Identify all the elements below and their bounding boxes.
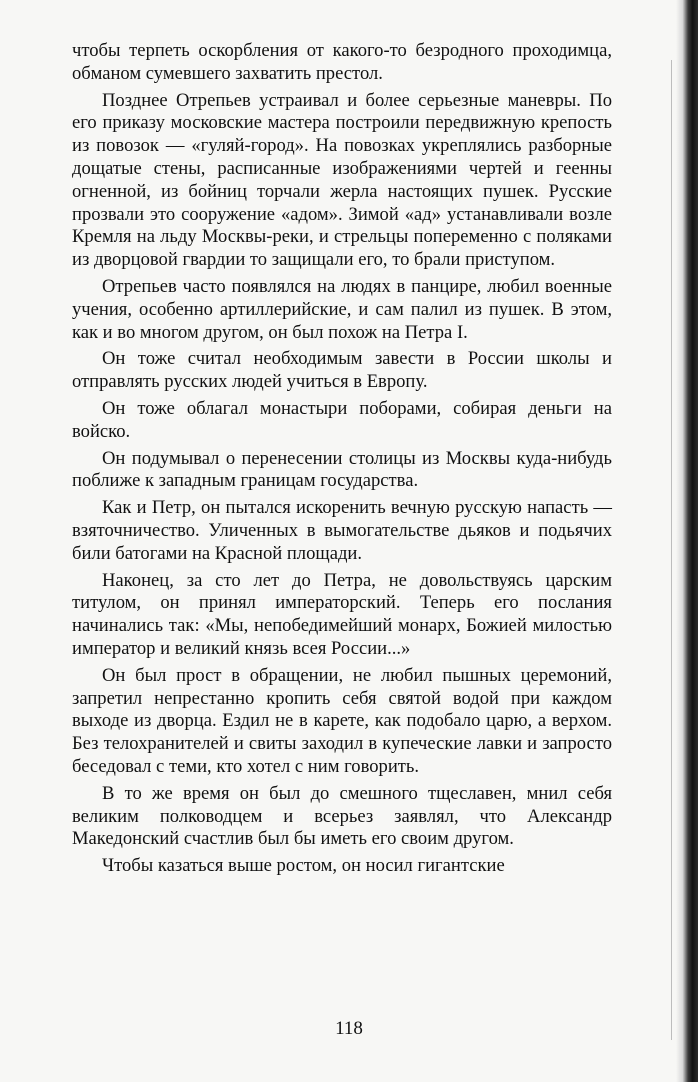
book-binding-edge (676, 0, 698, 1082)
paragraph: Как и Петр, он пытался искоренить вечную русскую напасть — взяточничество. Уличенных в вымогательстве дьяков и подьячих били батогами на Красной площади. (72, 497, 612, 564)
paragraph: Чтобы казаться выше ростом, он носил гигантские (102, 855, 505, 877)
paragraph: Он тоже считал необходимым завести в России школы и отправлять русских людей учиться в Европу. (72, 348, 612, 393)
paragraph: Позднее Отрепьев устраивал и более серьезные маневры. По его приказу московские мастера построили передвижную крепость из повозок — «гуляй-город». На повозках укреплялись разборные дощатые стены, расписанные изображениями чертей и геенны огненной, из бойниц торчали жерла настоящих пушек. Русские прозвали это сооружение «адом». Зимой «ад» устанавливали возле Кремля на льду Москвы-реки, и стрельцы попеременно с поляками из дворцовой гвардии то защищали его, то брали приступом. (72, 89, 612, 271)
paragraph: чтобы терпеть оскорбления от какого-то безродного проходимца, обманом сумевшего захватить престол. (72, 40, 612, 84)
paragraph: В то же время он был до смешного тщеславен, мнил себя великим полководцем и всерьез заявлял, что Александр Македонский счастлив был бы иметь его своим другом. (72, 782, 612, 850)
paragraph: Наконец, за сто лет до Петра, не довольствуясь царским титулом, он принял императорский. Теперь его послания начинались так: «Мы, непобедимейший монарх, Божией милостью император и великий князь всея России...» (72, 569, 612, 659)
paragraph: Отрепьев часто появлялся на людях в панцире, любил военные учения, особенно артиллерийские, и сам палил из пушек. В этом, как и во многом другом, он был похож на Петра I. (72, 275, 612, 343)
page-edge-line (671, 60, 672, 1040)
paragraph: Он подумывал о перенесении столицы из Москвы куда-нибудь поближе к западным границам государства. (72, 447, 612, 492)
page-number: 118 (335, 1018, 363, 1039)
paragraph: Он был прост в обращении, не любил пышных церемоний, запретил непрестанно кропить себя святой водой при каждом выходе из дворца. Ездил не в карете, как подобало царю, а верхом. Без телохранителей и свиты заходил в купеческие лавки и запросто беседовал с теми, кто хотел с ним говорить. (72, 664, 612, 777)
body-text (72, 40, 612, 882)
paragraph: Он тоже облагал монастыри поборами, собирая деньги на войско. (72, 397, 612, 442)
